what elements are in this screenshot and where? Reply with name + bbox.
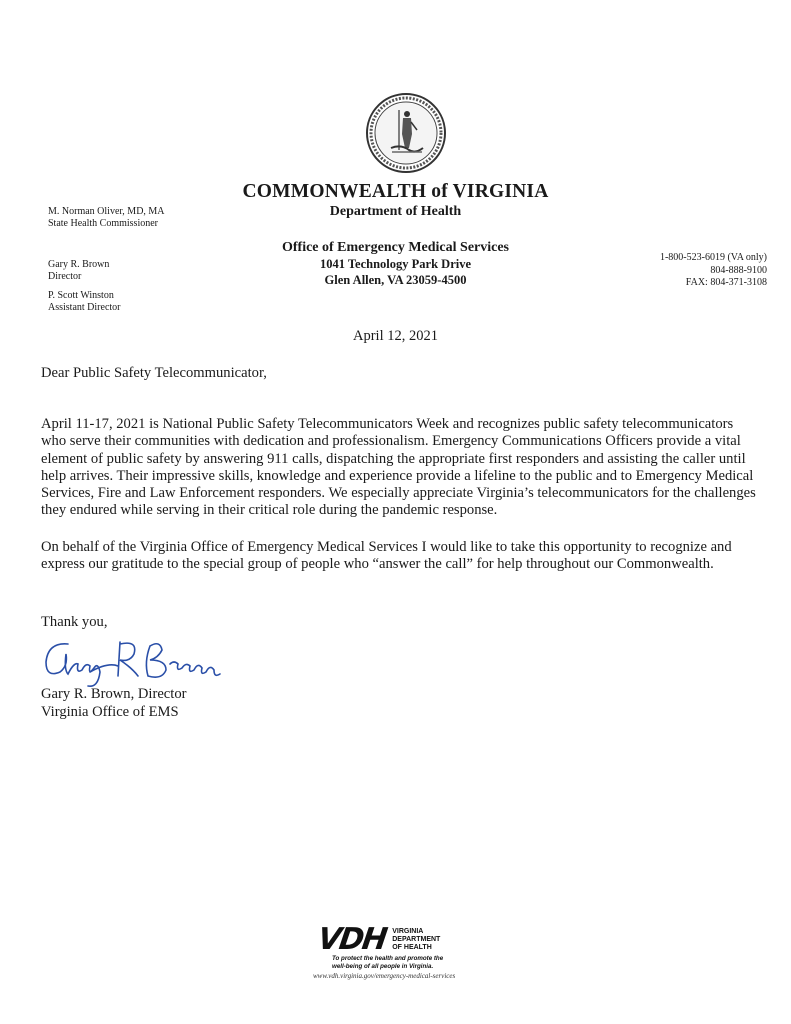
vdh-url-link[interactable]: www.vdh.virginia.gov/emergency-medical-services	[313, 972, 456, 980]
signature-icon	[38, 632, 238, 692]
signer-name-title: Gary R. Brown, Director	[41, 686, 187, 702]
vdh-logo	[313, 922, 478, 980]
vdh-tagline: To protect the health and promote the well-being of all people in Virginia.	[332, 955, 444, 970]
signer-block	[41, 686, 187, 721]
virginia-seal-icon	[365, 92, 447, 174]
staff-name: P. Scott Winston	[48, 290, 114, 301]
paragraph-1: April 11-17, 2021 is National Public Safety Telecommunicators Week and recognizes public safety telecommunicators who serve their communities with dedication and professionalism. Emergency Communications Officers provide a vital element of public safety by answering 911 calls, dispatching the appropriate first responders and assisting the caller until help arrives. Their impressive skills, knowledge and experience provide a lifeline to the public and to Emergency Medical Services, Fire and Law Enforcement responders. We especially appreciate Virginia’s telecommunicators for the challenges they endured while serving in their critical role during the pandemic response.	[41, 416, 756, 519]
staff-title: Assistant Director	[48, 302, 121, 313]
fax-number: FAX: 804-371-3108	[685, 277, 767, 288]
address-line-1: 1041 Technology Park Drive	[319, 257, 472, 271]
signer-office: Virginia Office of EMS	[41, 703, 179, 720]
office-name: Office of Emergency Medical Services	[281, 240, 510, 255]
salutation: Dear Public Safety Telecommunicator,	[41, 365, 267, 381]
vdh-logo-name: VIRGINIA DEPARTMENT OF HEALTH	[392, 928, 441, 951]
phone-number: 804-888-9100	[710, 264, 767, 276]
department-name: Department of Health	[329, 204, 462, 219]
staff-assistant-director	[48, 290, 121, 314]
staff-title: State Health Commissioner	[48, 218, 158, 229]
commonwealth-title: COMMONWEALTH of VIRGINIA	[242, 181, 549, 202]
staff-director	[48, 259, 109, 283]
address-line-2: Glen Allen, VA 23059-4500	[324, 273, 467, 287]
closing: Thank you,	[41, 614, 108, 630]
paragraph-2: On behalf of the Virginia Office of Emergency Medical Services I would like to take this opportunity to recognize and express our gratitude to the special group of people who “answer the call” for help throughout our Commonwealth.	[41, 539, 732, 573]
contact-block	[660, 252, 767, 290]
staff-title: Director	[48, 271, 82, 282]
tollfree-number: 1-800-523-6019 (VA only)	[659, 252, 767, 263]
letter-date: April 12, 2021	[353, 328, 438, 344]
staff-name: Gary R. Brown	[48, 259, 110, 270]
vdh-logo-mark: VDH	[315, 922, 388, 957]
staff-name: M. Norman Oliver, MD, MA	[48, 206, 165, 217]
staff-commissioner	[48, 206, 165, 230]
